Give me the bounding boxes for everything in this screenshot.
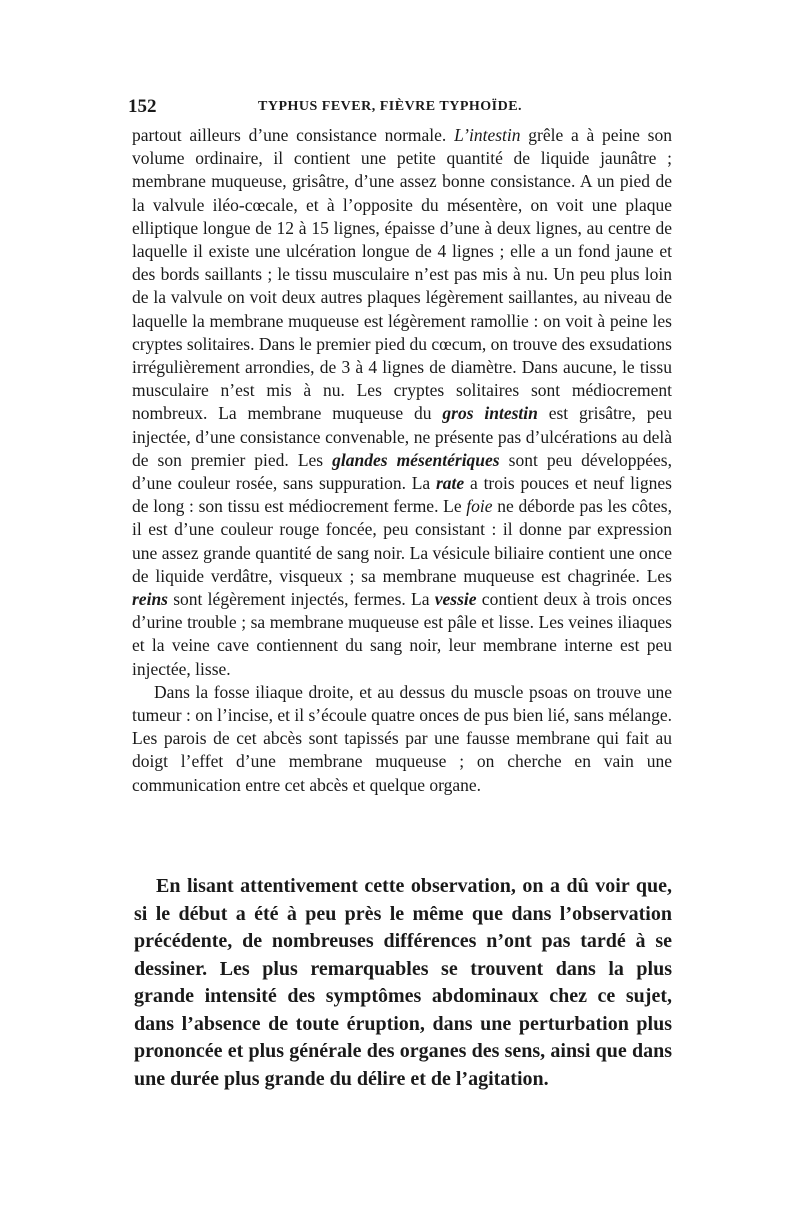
- observation-text: [132, 124, 672, 797]
- paragraph-autopsy: partout ailleurs d’une consistance normale. L’intestin grêle a à peine son volume ordinaire, il contient une petite quantité de liquide jaunâtre ; membrane muqueuse, grisâtre, d’une assez bonne consistance. A un pied de la valvule iléo-cœcale, et à l’opposite du mésentère, on voit une plaque elliptique longue de 12 à 15 lignes, épaisse d’une à deux lignes, au centre de laquelle il existe une ulcération longue de 4 lignes ; elle a un fond jaune et des bords saillants ; le tissu musculaire n’est pas mis à nu. Un peu plus loin de la valvule on voit deux autres plaques légèrement saillantes, au niveau de laquelle la membrane muqueuse est légèrement ramollie : on voit à peine les cryptes solitaires. Dans le premier pied du cœcum, on trouve des exsudations irrégulièrement arrondies, de 3 à 4 lignes de diamètre. Dans aucune, le tissu musculaire n’est mis à nu. Les cryptes solitaires sont médiocrement nombreux. La membrane muqueuse du gros intestin est grisâtre, peu injectée, d’une consistance convenable, ne présente pas d’ulcérations au delà de son premier pied. Les glandes mésentériques sont peu développées, d’une couleur rosée, sans suppuration. La rate a trois pouces et neuf lignes de long : son tissu est médiocrement ferme. Le foie ne déborde pas les côtes, il est d’une couleur rouge foncée, peu consistant : il donne par expression une assez grande quantité de sang noir. La vésicule biliaire contient une once de liquide verdâtre, visqueux ; sa membrane muqueuse est chagrinée. Les reins sont légèrement injectés, fermes. La vessie contient deux à trois onces d’urine trouble ; sa membrane muqueuse est pâle et lisse. Les veines iliaques et la veine cave contiennent du sang noir, leur membrane interne est peu injectée, lisse.: [132, 125, 672, 679]
- paragraph-conclusion: En lisant attentivement cette observation, on a dû voir que, si le début a été à peu près le même que dans l’observation précédente, de nombreuses différences n’ont pas tardé à se dessiner. Les plus remarquables se trouvent dans la plus grande intensité des symptômes abdominaux chez ce sujet, dans l’absence de toute éruption, dans une perturbation plus prononcée et plus générale des organes des sens, ainsi que dans une durée plus grande du délire et de l’agitation.: [134, 875, 672, 1090]
- running-head: TYPHUS FEVER, FIÈVRE TYPHOÏDE.: [258, 99, 523, 114]
- term-glandes-mesenteriques: glandes mésentériques: [332, 449, 500, 470]
- page-number: 152: [128, 96, 157, 117]
- term-gros-intestin: gros intestin: [442, 403, 538, 424]
- term-rate: rate: [436, 473, 465, 494]
- term-foie: foie: [466, 496, 493, 517]
- page-header: [128, 96, 670, 118]
- term-intestin: L’intestin: [454, 125, 521, 145]
- paragraph-abscess: Dans la fosse iliaque droite, et au dessus du muscle psoas on trouve une tumeur : on l’incise, et il s’écoule quatre onces de pus bien lié, sans mélange. Les parois de cet abcès sont tapissés par une fausse membrane qui fait au doigt l’effet d’une membrane muqueuse ; on cherche en vain une communication entre cet abcès et quelque organe.: [132, 681, 672, 795]
- conclusion-text: [134, 873, 672, 1093]
- term-reins: reins: [132, 589, 168, 610]
- term-vessie: vessie: [434, 589, 477, 610]
